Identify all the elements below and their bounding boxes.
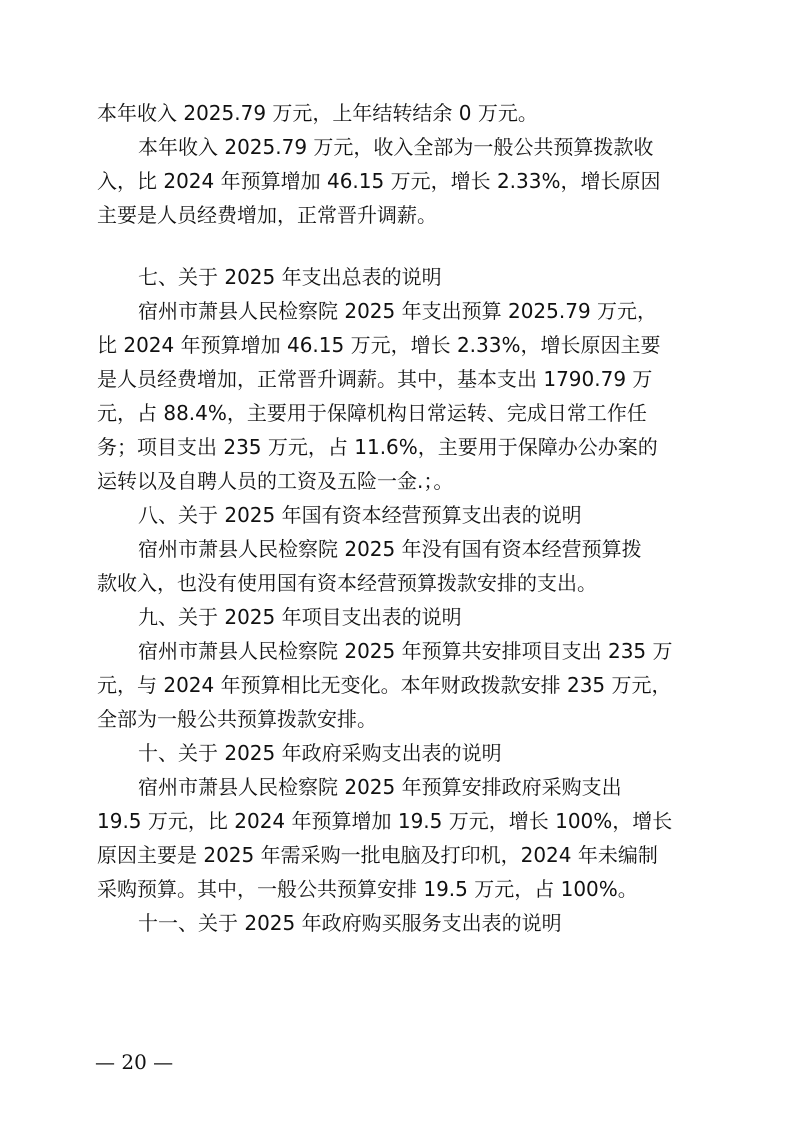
text-line: 全部为一般公共预算拨款安排。	[97, 707, 377, 731]
text-line: 元，与 2024 年预算相比无变化。本年财政拨款安排 235 万元，	[97, 673, 672, 697]
section-heading: 十一、关于 2025 年政府购买服务支出表的说明	[138, 911, 562, 935]
text-line: 本年收入 2025.79 万元，上年结转结余 0 万元。	[97, 101, 538, 125]
text-line: 本年收入 2025.79 万元，收入全部为一般公共预算拨款收	[138, 135, 654, 159]
text-line: 19.5 万元，比 2024 年预算增加 19.5 万元，增长 100%，增长	[97, 809, 673, 833]
text-line: 原因主要是 2025 年需采购一批电脑及打印机，2024 年未编制	[97, 843, 658, 867]
paragraph-gap	[97, 232, 697, 260]
section-heading: 十、关于 2025 年政府采购支出表的说明	[138, 741, 502, 765]
text-line: 采购预算。其中，一般公共预算安排 19.5 万元，占 100%。	[97, 877, 638, 901]
section-heading: 九、关于 2025 年项目支出表的说明	[138, 605, 462, 629]
page-number: — 20 —	[95, 1050, 174, 1074]
text-line: 款收入，也没有使用国有资本经营预算拨款安排的支出。	[97, 571, 597, 595]
text-line: 是人员经费增加，正常晋升调薪。其中，基本支出 1790.79 万	[97, 367, 653, 391]
text-line: 宿州市萧县人民检察院 2025 年支出预算 2025.79 万元，	[138, 299, 658, 323]
document-body	[97, 96, 697, 940]
text-line: 宿州市萧县人民检察院 2025 年没有国有资本经营预算拨	[138, 537, 642, 561]
section-heading: 八、关于 2025 年国有资本经营预算支出表的说明	[138, 503, 582, 527]
text-line: 入，比 2024 年预算增加 46.15 万元，增长 2.33%，增长原因	[97, 169, 661, 193]
text-line: 运转以及自聘人员的工资及五险一金.；。	[97, 469, 454, 493]
text-line: 宿州市萧县人民检察院 2025 年预算共安排项目支出 235 万	[138, 639, 673, 663]
text-line: 宿州市萧县人民检察院 2025 年预算安排政府采购支出	[138, 775, 622, 799]
text-line: 主要是人员经费增加，正常晋升调薪。	[97, 203, 437, 227]
text-line: 比 2024 年预算增加 46.15 万元，增长 2.33%，增长原因主要	[97, 333, 661, 357]
text-line: 务；项目支出 235 万元，占 11.6%，主要用于保障办公办案的	[97, 435, 658, 459]
section-heading: 七、关于 2025 年支出总表的说明	[138, 265, 442, 289]
text-line: 元，占 88.4%，主要用于保障机构日常运转、完成日常工作任	[97, 401, 647, 425]
